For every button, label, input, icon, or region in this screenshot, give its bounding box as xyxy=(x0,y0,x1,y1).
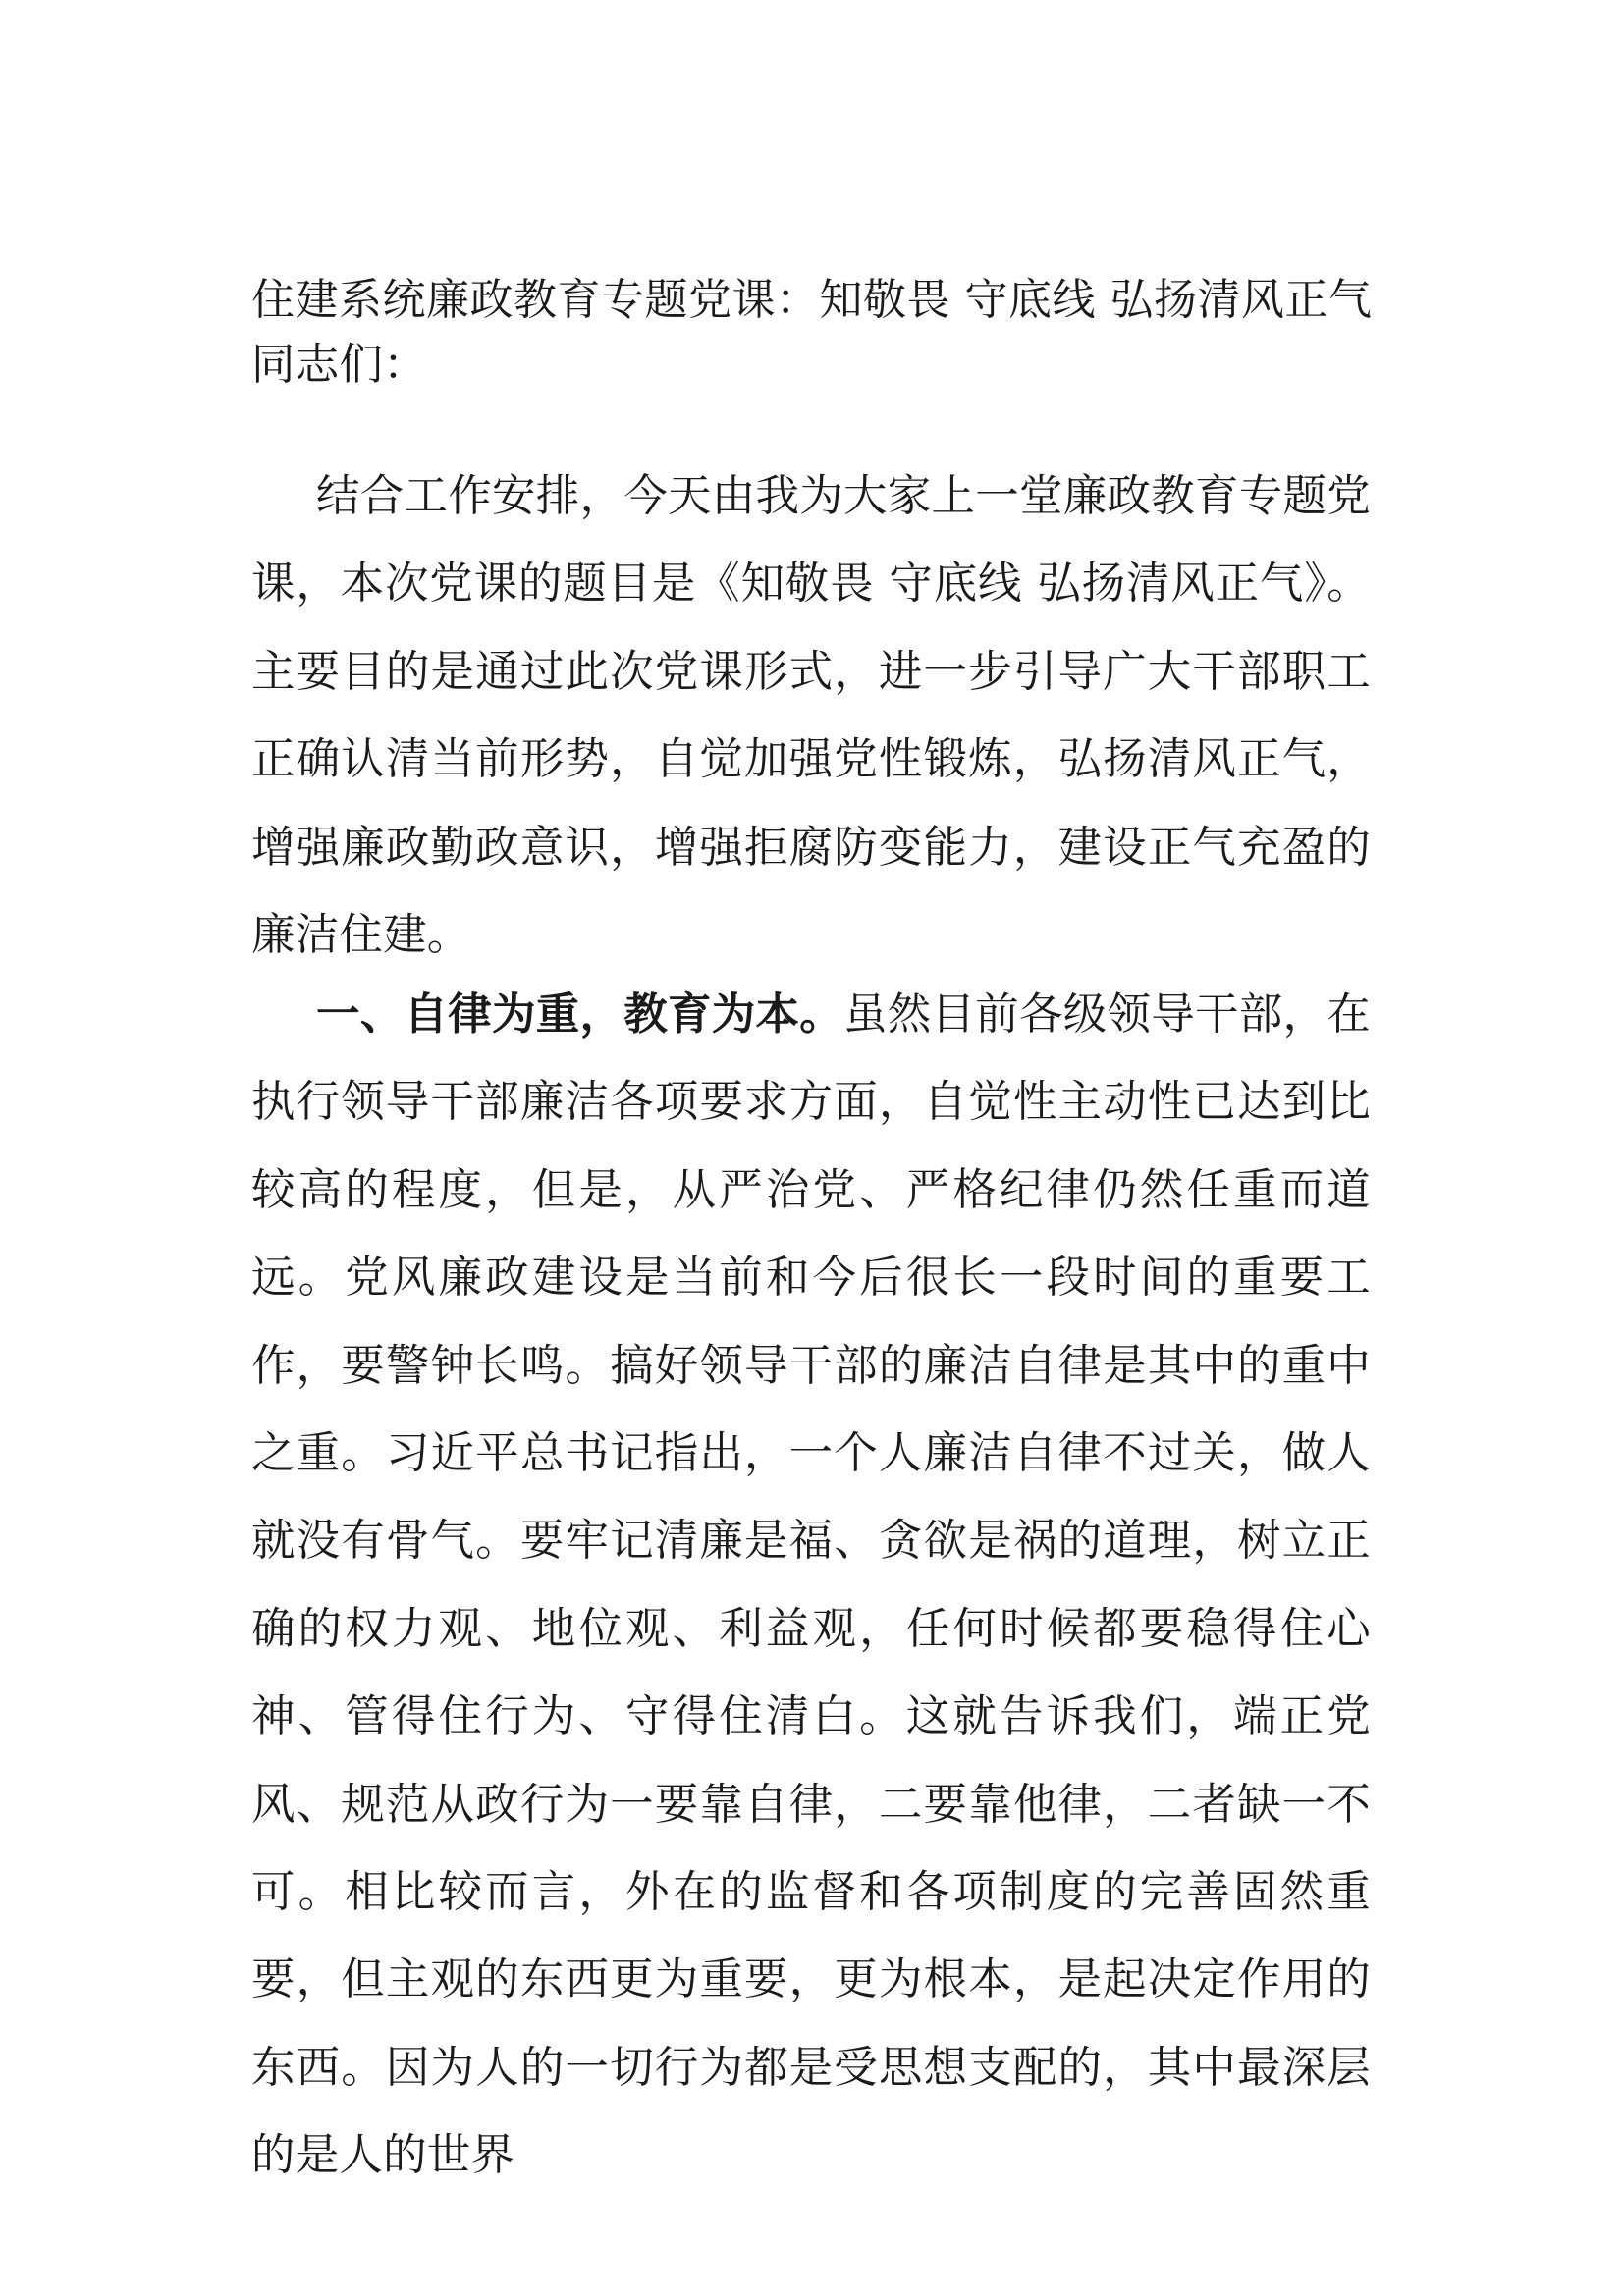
paragraph-intro: 结合工作安排，今天由我为大家上一堂廉政教育专题党课，本次党课的题目是《知敬畏 守底线 弘扬清风正气》。主要目的是通过此次党课形式，进一步引导广大干部职工正确认清当前形势，自觉加强党性锻炼，弘扬清风正气，增强廉政勤政意识，增强拒腐防变能力，建设正气充盈的廉洁住建。 xyxy=(251,471,1371,961)
salutation: 同志们： xyxy=(251,340,427,390)
paragraph-section-one xyxy=(251,971,1371,2200)
section-heading: 一、自律为重，教育为本。 xyxy=(316,988,844,1040)
section-body-text: 虽然目前各级领导干部，在执行领导干部廉洁各项要求方面，自觉性主动性已达到比较高的程度，但是，从严治党、严格纪律仍然任重而道远。党风廉政建设是当前和今后很长一段时间的重要工作，要警钟长鸣。搞好领导干部的廉洁自律是其中的重中之重。习近平总书记指出，一个人廉洁自律不过关，做人就没有骨气。要牢记清廉是福、贪欲是祸的道理，树立正确的权力观、地位观、利益观，任何时候都要稳得住心神、管得住行为、守得住清白。这就告诉我们，端正党风、规范从政行为一要靠自律，二要靠他律，二者缺一不可。相比较而言，外在的监督和各项制度的完善固然重要，但主观的东西更为重要，更为根本，是起决定作用的东西。因为人的一切行为都是受思想支配的，其中最深层的是人的世界 xyxy=(251,989,1372,2181)
document-title: 住建系统廉政教育专题党课：知敬畏 守底线 弘扬清风正气 xyxy=(251,275,1373,325)
